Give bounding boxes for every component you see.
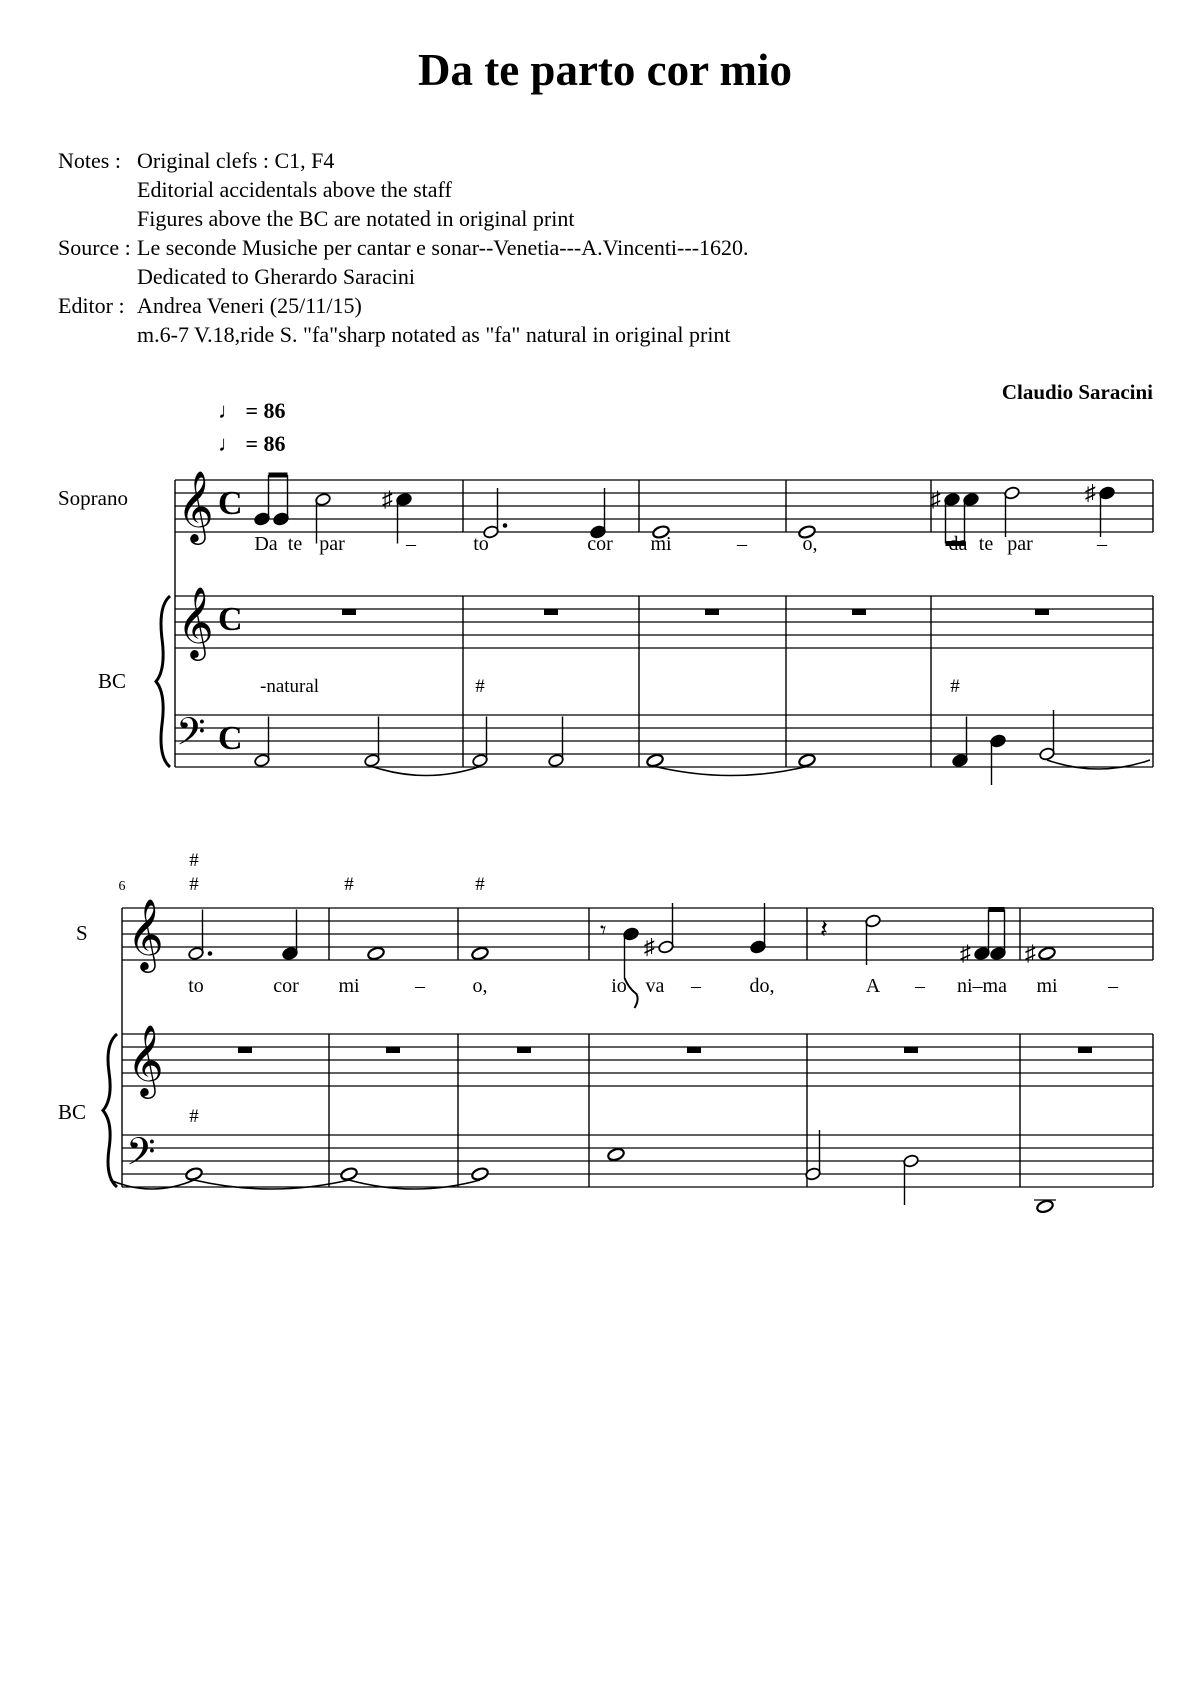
time-signature: C (218, 720, 243, 757)
whole-rest (386, 1047, 400, 1053)
tie (349, 1180, 480, 1189)
note (952, 717, 969, 768)
lyric-syllable: o, (472, 975, 488, 997)
tie (194, 1180, 349, 1189)
note (471, 1167, 489, 1182)
note (750, 903, 767, 954)
whole-rest (687, 1047, 701, 1053)
notes-line: Editorial accidentals above the staff (137, 177, 452, 202)
editorial-accidental: # (189, 850, 199, 871)
notehead (607, 1147, 625, 1162)
note (273, 475, 290, 526)
whole-rest (1078, 1047, 1092, 1053)
notehead (185, 1167, 203, 1182)
source-text: Le seconde Musiche per cantar e sonar--Venetia---A.Vincenti---1620. (137, 235, 749, 260)
notes-line: Figures above the BC are notated in original print (137, 206, 575, 231)
note (865, 914, 882, 965)
lyric-syllable: mi (1036, 975, 1058, 997)
treble-clef-icon: 𝄞 (127, 901, 164, 969)
notehead (367, 946, 385, 961)
tie (1047, 760, 1150, 769)
lyric-syllable: ni–ma (957, 975, 1007, 997)
editor-text: Andrea Veneri (25/11/15) (137, 293, 362, 318)
lyric-syllable: te (978, 533, 994, 555)
time-signature: C (218, 601, 243, 638)
notehead (471, 1167, 489, 1182)
whole-rest (238, 1047, 252, 1053)
lyric-syllable: mi (650, 533, 672, 555)
lyric-syllable: – (406, 533, 416, 555)
notes-line: Original clefs : C1, F4 (137, 148, 335, 173)
piece-title: Da te parto cor mio (417, 45, 793, 95)
note (472, 717, 489, 768)
note (1025, 941, 1056, 966)
dedication-text: Dedicated to Gherardo Saracini (137, 264, 415, 289)
notehead (1038, 946, 1056, 961)
lyric-syllable: A (865, 975, 881, 997)
note (990, 734, 1007, 785)
note (188, 910, 213, 961)
tempo-marking: ♩ = 86 (218, 431, 286, 456)
augmentation-dot (208, 951, 213, 956)
note (1036, 1199, 1054, 1214)
lyric-syllable: to (473, 533, 489, 555)
composer: Claudio Saracini (1001, 380, 1153, 404)
note (254, 717, 271, 768)
lyric-syllable: va (645, 975, 665, 997)
staff-label-soprano: S (76, 921, 88, 945)
note (607, 1147, 625, 1162)
bass-clef-icon: 𝄢 (176, 711, 206, 762)
whole-rest (1035, 609, 1049, 615)
lyric-syllable: Da (254, 533, 278, 555)
staff-label-soprano: Soprano (58, 486, 128, 510)
whole-rest (342, 609, 356, 615)
figured-bass: # (475, 676, 485, 697)
editorial-accidental: # (189, 874, 199, 895)
editorial-note: m.6-7 V.18,ride S. "fa"sharp notated as "fa" natural in original print (137, 322, 731, 347)
lyric-syllable: mi (338, 975, 360, 997)
editorial-accidental: # (344, 874, 354, 895)
lyric-syllable: par (319, 533, 345, 555)
lyric-syllable: – (1097, 533, 1107, 555)
bass-clef-icon: 𝄢 (126, 1131, 156, 1182)
whole-rest (517, 1047, 531, 1053)
lyric-syllable: o, (802, 533, 818, 555)
note (646, 753, 664, 768)
staff-label-bc: BC (98, 669, 127, 693)
note (254, 475, 271, 526)
note (1004, 486, 1021, 537)
notehead (1036, 1199, 1054, 1214)
treble-clef-icon: 𝄞 (177, 473, 214, 541)
notehead (646, 753, 664, 768)
note (548, 717, 565, 768)
lyric-syllable: – (1108, 975, 1118, 997)
source-label: Source : (58, 235, 131, 260)
measure-number: 6 (118, 879, 126, 894)
lyric-syllable: – (737, 533, 747, 555)
sharp-accidental: ♯ (1085, 480, 1096, 505)
whole-rest (904, 1047, 918, 1053)
figured-bass: # (950, 676, 960, 697)
sharp-accidental: ♯ (960, 940, 971, 966)
quarter-rest: 𝄽 (820, 914, 828, 944)
augmentation-dot (503, 523, 508, 528)
figured-bass: -natural (260, 676, 320, 697)
notehead (471, 946, 489, 961)
note (1039, 710, 1056, 761)
bc-brace (156, 596, 170, 767)
lyric-syllable: do, (749, 975, 775, 997)
notehead (798, 753, 816, 768)
lyric-syllable: io (611, 975, 627, 997)
lyric-syllable: cor (273, 975, 299, 997)
tempo-marking: ♩ = 86 (218, 398, 286, 423)
note (185, 1167, 203, 1182)
sharp-accidental: ♯ (930, 486, 941, 512)
lyric-syllable: par (1007, 533, 1033, 555)
note (340, 1167, 358, 1182)
note (282, 910, 299, 961)
treble-clef-icon: 𝄞 (177, 589, 214, 657)
note (990, 910, 1007, 961)
lyric-syllable: cor (587, 533, 613, 555)
note (367, 946, 385, 961)
staff-label-bc: BC (58, 1100, 87, 1124)
sharp-accidental: ♯ (382, 486, 393, 512)
note (471, 946, 489, 961)
note (644, 903, 674, 959)
tie (655, 767, 807, 776)
whole-rest (705, 609, 719, 615)
sharp-accidental: ♯ (644, 934, 655, 959)
notes-label: Notes : (58, 148, 121, 173)
treble-clef-icon: 𝄞 (127, 1027, 164, 1095)
editorial-accidental: # (475, 874, 485, 895)
figured-bass: # (189, 1106, 199, 1127)
note (903, 1154, 920, 1205)
eighth-rest: 𝄾 (600, 918, 607, 944)
lyric-syllable: te (287, 533, 303, 555)
lyric-syllable: da (948, 533, 968, 555)
note (1085, 480, 1115, 537)
time-signature: C (218, 485, 243, 522)
lyric-syllable: – (691, 975, 701, 997)
sharp-accidental: ♯ (1025, 940, 1036, 966)
whole-rest (852, 609, 866, 615)
note (960, 910, 990, 966)
bc-brace (103, 1034, 117, 1187)
tie (372, 767, 480, 776)
editor-label: Editor : (58, 293, 125, 318)
whole-rest (544, 609, 558, 615)
note (590, 488, 607, 539)
note (364, 717, 381, 768)
lyric-syllable: – (415, 975, 425, 997)
lyric-syllable: to (188, 975, 204, 997)
notehead (340, 1167, 358, 1182)
lyric-syllable: – (915, 975, 925, 997)
note (798, 753, 816, 768)
